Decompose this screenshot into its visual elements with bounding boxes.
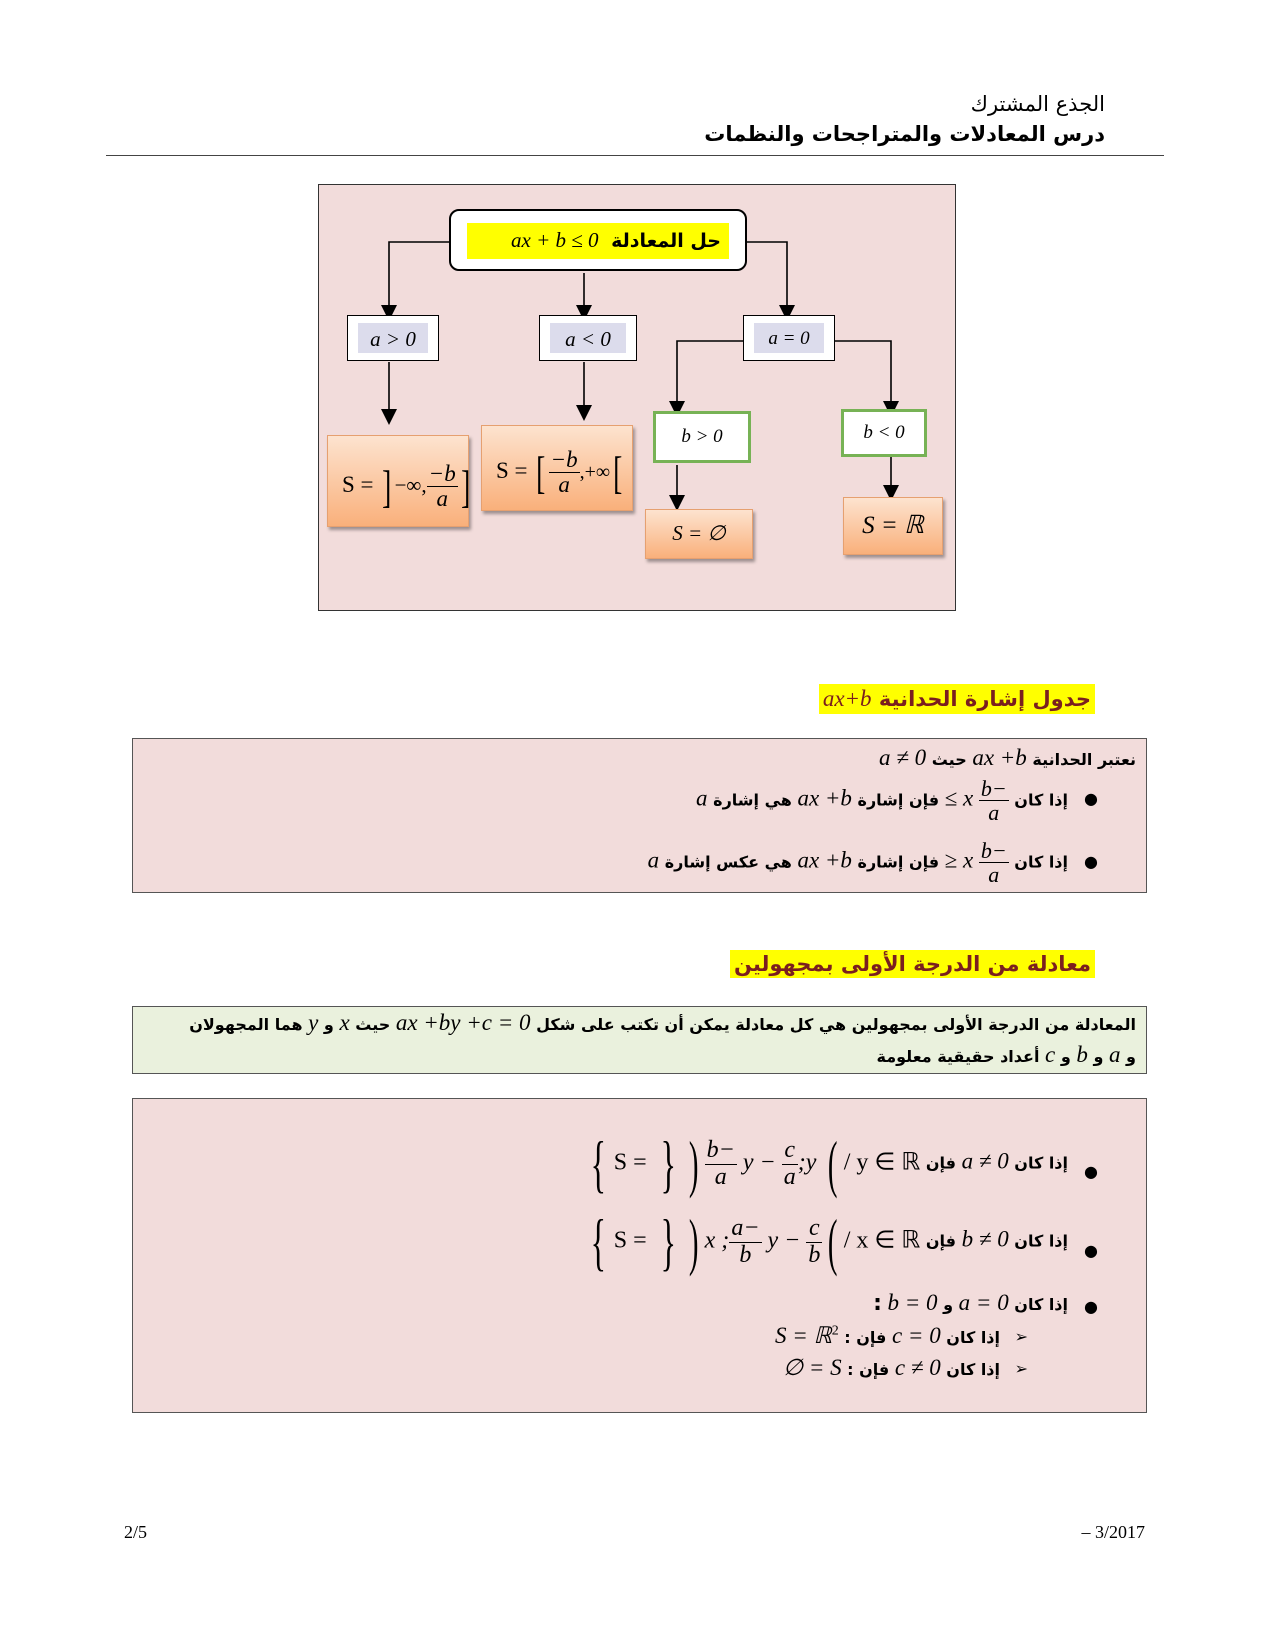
result-empty-set-text: S = ∅ (672, 521, 726, 545)
definition-panel (132, 1006, 1147, 1074)
sub2-text1: إذا كان (946, 1360, 1000, 1379)
definition-text1: المعادلة من الدرجة الأولى بمجهولين هي كل معادلة يمكن أن تكتب على شكل (536, 1015, 1136, 1034)
case1-d1: a (714, 1163, 727, 1190)
case1-text1: إذا كان (1014, 1153, 1068, 1173)
root-equation-box (449, 209, 747, 271)
condition-b-positive-text: b > 0 (681, 426, 723, 447)
case3-text1: إذا كان (1014, 1295, 1068, 1314)
definition2-math1: a (1108, 1042, 1121, 1067)
header-school-level: الجذع المشترك (970, 92, 1105, 116)
condition-a-positive-text: a > 0 (358, 323, 428, 353)
sign-rule-2-math1: x ≤ (944, 847, 974, 873)
sign-intro-line (879, 745, 1136, 771)
definition-line-2 (877, 1042, 1136, 1068)
sign-rule-2-math3: a (647, 847, 660, 873)
case2-math1: b ≠ 0 (961, 1226, 1009, 1252)
definition-text3: و (323, 1015, 334, 1034)
sign-table-panel (132, 738, 1147, 893)
case1-tail: ;y (797, 1149, 817, 1176)
case2-d1: b (739, 1241, 752, 1268)
case1-set: / y ∈ ℝ (843, 1149, 921, 1176)
result-a-negative-lhs: S = (496, 457, 534, 483)
condition-a-positive (347, 315, 439, 361)
flowchart-panel (318, 184, 956, 611)
case1-d2: a (783, 1163, 796, 1190)
root-math: ax + b ≤ 0 (511, 228, 599, 252)
sub1-result: S = ℝ (774, 1323, 832, 1348)
case1-n2: c (782, 1138, 798, 1164)
section-sign-table-title-math: ax+b (822, 686, 872, 711)
sign-intro-math2: a ≠ 0 (879, 745, 927, 770)
subcase-c-zero (775, 1323, 1000, 1349)
case1-S: S = (613, 1149, 647, 1176)
case2-d2: b (808, 1241, 821, 1268)
subcase-c-nonzero (783, 1355, 1000, 1381)
definition-text4: هما المجهولان (189, 1015, 303, 1034)
sign-intro-text2: حيث (931, 750, 967, 769)
sign-rule-1-text2: فإن إشارة (857, 790, 940, 810)
solutions-panel (132, 1098, 1147, 1413)
bullet-icon: ● (1084, 1297, 1098, 1316)
result-a-positive-lhs: S = (342, 471, 380, 497)
sign-rule-1-math1: x ≥ (944, 785, 974, 811)
result-a-positive-interval: −∞, (394, 472, 427, 497)
footer-date: – 3/2017 (1081, 1522, 1145, 1542)
sign-rule-1-text3: هي إشارة (713, 790, 792, 810)
case-b-nonzero (583, 1205, 1068, 1279)
sub2-result: S = ∅ (783, 1355, 842, 1380)
section-sign-table-title-text: جدول إشارة الحدانية (878, 687, 1091, 711)
definition2-math3: c (1045, 1042, 1056, 1067)
sign-rule-2-text3: هي عكس إشارة (664, 852, 792, 872)
result-a-negative-den: a (558, 472, 570, 497)
arrow-bullet-icon: ➢ (1014, 1327, 1028, 1346)
case3-text2: و (943, 1295, 954, 1314)
condition-a-zero-text: a = 0 (754, 323, 824, 353)
condition-b-negative-text: b < 0 (863, 422, 905, 443)
sign-rule-1-den: a (988, 800, 1000, 826)
bullet-icon: ● (1084, 789, 1098, 808)
bullet-icon: ● (1084, 1162, 1098, 1181)
sign-rule-1-text1: إذا كان (1014, 790, 1068, 810)
case-both-zero (873, 1290, 1068, 1316)
sign-rule-1 (696, 777, 1068, 824)
header-lesson-title: درس المعادلات والمتراجحات والنظمات (704, 122, 1105, 146)
case1-math1: a ≠ 0 (961, 1148, 1009, 1174)
condition-b-negative (841, 409, 927, 457)
case1-solution: S = { ( $\frac{-b}{a}$ y − $\frac{c}{a}$ ;y ) / y ∈ ℝ} (590, 1128, 921, 1199)
footer-page-number: 2/5 (124, 1522, 148, 1542)
root-highlight (467, 223, 729, 259)
sign-rule-2-text1: إذا كان (1014, 852, 1068, 872)
case2-set: / x ∈ ℝ (843, 1227, 921, 1254)
case2-x: x ; (704, 1227, 730, 1254)
bullet-icon: ● (1084, 852, 1098, 871)
sign-rule-2-den: a (988, 862, 1000, 888)
condition-b-positive (653, 411, 751, 463)
case1-y: y − (742, 1149, 776, 1176)
case2-text2: فإن (925, 1231, 956, 1251)
case1-n1: −b (706, 1137, 735, 1164)
result-all-reals (843, 497, 943, 555)
sub2-math1: c ≠ 0 (894, 1355, 941, 1380)
section-sign-table-title (819, 684, 1095, 714)
definition2-text2: و (1093, 1047, 1104, 1066)
definition2-math2: b (1076, 1042, 1088, 1067)
case2-y: y − (767, 1227, 801, 1254)
case3-colon: : (873, 1291, 882, 1316)
definition-math3: y (308, 1010, 319, 1035)
definition2-text1: و (1126, 1047, 1136, 1066)
case3-math1: a = 0 (958, 1290, 1009, 1315)
result-empty-set (645, 509, 753, 559)
definition2-text3: و (1060, 1047, 1071, 1066)
result-a-positive: S = ] −∞, $\frac{-b}{a}$ ] (327, 435, 469, 527)
sign-rule-2-num: −b (980, 838, 1007, 863)
root-label: حل المعادلة (611, 230, 721, 252)
case2-solution: S = { ( x ; $\frac{-a}{b}$ y − $\frac{c}{b}$ ) / x ∈ ℝ} (590, 1206, 921, 1277)
sub1-text1: إذا كان (946, 1328, 1000, 1347)
definition-line-1 (189, 1010, 1136, 1036)
sign-rule-1-math3: a (696, 785, 708, 811)
case3-math2: b = 0 (887, 1290, 938, 1315)
sign-rule-2-text2: فإن إشارة (857, 852, 940, 872)
result-a-positive-den: a (436, 486, 448, 511)
result-a-negative: S = [ $\frac{-b}{a}$ ,+∞[ (481, 425, 633, 511)
section-two-unknowns-title: معادلة من الدرجة الأولى بمجهولين (730, 950, 1095, 978)
sign-intro-math1: ax +b (972, 745, 1027, 770)
sign-rule-1-num: −b (980, 776, 1007, 801)
case1-text2: فإن (925, 1153, 956, 1173)
result-a-negative-tail: ,+∞ (579, 460, 611, 483)
sub1-text2: فإن : (844, 1328, 887, 1347)
sub1-math1: c = 0 (891, 1323, 941, 1348)
condition-a-negative (539, 315, 637, 361)
bullet-icon: ● (1084, 1241, 1098, 1260)
arrow-bullet-icon: ➢ (1014, 1359, 1028, 1378)
sign-intro-text1: نعتبر الحدانية (1032, 750, 1136, 769)
result-all-reals-text: S = ℝ (862, 512, 924, 539)
result-a-positive-num: −b (428, 460, 456, 486)
sign-rule-1-math2: ax +b (797, 785, 852, 811)
case2-n2: c (806, 1216, 822, 1242)
definition2-text4: أعداد حقيقية معلومة (876, 1047, 1040, 1066)
definition-text2: حيث (355, 1015, 391, 1034)
case2-text1: إذا كان (1014, 1231, 1068, 1251)
definition-math2: x (339, 1010, 350, 1035)
case2-S: S = (613, 1227, 647, 1254)
sign-rule-2 (648, 839, 1068, 886)
sub1-sup: 2 (831, 1323, 839, 1339)
case-a-nonzero (583, 1127, 1068, 1201)
condition-a-negative-text: a < 0 (550, 323, 626, 353)
result-a-negative-num: −b (550, 446, 578, 472)
sign-rule-2-math2: ax +b (797, 847, 852, 873)
header-divider (106, 155, 1164, 156)
case2-n1: −a (731, 1215, 760, 1242)
sub2-text2: فإن : (847, 1360, 890, 1379)
definition-math1: ax +by +c = 0 (395, 1010, 531, 1035)
condition-a-zero (743, 315, 835, 361)
